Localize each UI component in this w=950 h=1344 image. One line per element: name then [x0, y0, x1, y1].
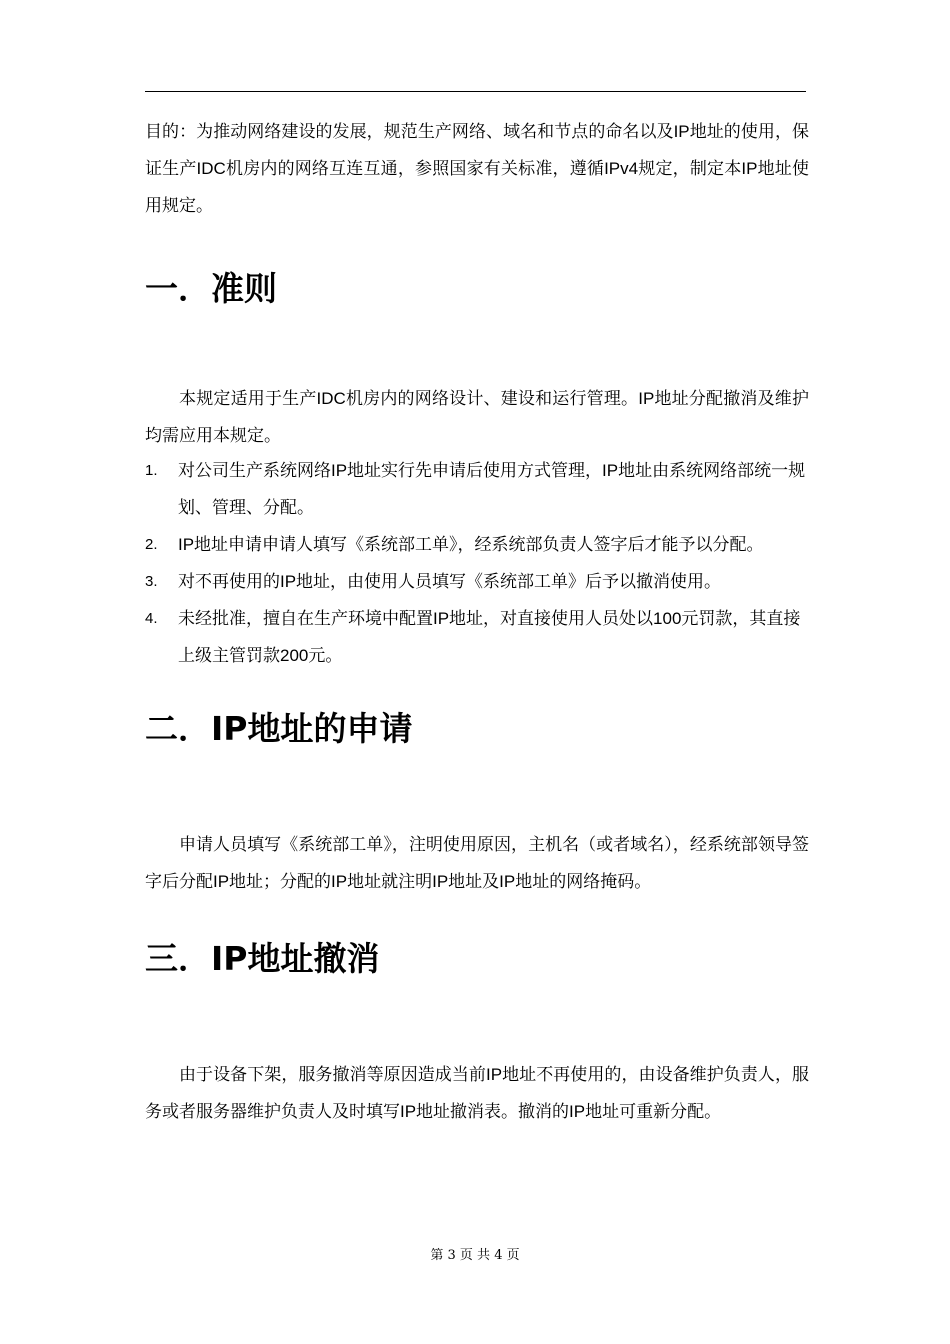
section-2-heading: 二．IP地址的申请: [145, 709, 413, 748]
list-item-number: 2.: [145, 536, 158, 553]
list-item-number: 1.: [145, 462, 158, 479]
list-item-number: 3.: [145, 573, 158, 590]
list-item-text: 对不再使用的IP地址，由使用人员填写《系统部工单》后予以撤消使用。: [178, 572, 722, 591]
list-item: [145, 526, 809, 563]
header-rule: [145, 91, 806, 92]
section-1-paragraph: 本规定适用于生产IDC机房内的网络设计、建设和运行管理。IP地址分配撤消及维护均需应用本规定。: [145, 389, 809, 445]
section-3-paragraph: 由于设备下架，服务撤消等原因造成当前IP地址不再使用的，由设备维护负责人，服务或者服务器维护负责人及时填写IP地址撤消表。撤消的IP地址可重新分配。: [145, 1065, 809, 1121]
list-item-text: 未经批准，擅自在生产环境中配置IP地址，对直接使用人员处以100元罚款，其直接上级主管罚款200元。: [178, 609, 801, 665]
list-item-text: IP地址申请申请人填写《系统部工单》，经系统部负责人签字后才能予以分配。: [178, 535, 764, 554]
list-item-text: 对公司生产系统网络IP地址实行先申请后使用方式管理，IP地址由系统网络部统一规划、管理、分配。: [178, 461, 806, 517]
list-item: [145, 452, 809, 526]
list-item: [145, 563, 809, 600]
intro-paragraph: 目的：为推动网络建设的发展，规范生产网络、域名和节点的命名以及IP地址的使用，保证生产IDC机房内的网络互连互通，参照国家有关标准，遵循IPv4规定，制定本IP地址使用规定。: [145, 122, 809, 215]
list-item: [145, 600, 809, 674]
list-item-number: 4.: [145, 610, 158, 627]
section-2-paragraph: 申请人员填写《系统部工单》，注明使用原因，主机名（或者域名），经系统部领导签字后分配IP地址；分配的IP地址就注明IP地址及IP地址的网络掩码。: [145, 835, 809, 891]
rules-list: [145, 452, 809, 674]
page-footer: 第 3 页 共 4 页: [430, 1248, 520, 1263]
section-1-heading: 一．准则: [145, 269, 277, 308]
section-3-heading: 三．IP地址撤消: [145, 939, 380, 978]
